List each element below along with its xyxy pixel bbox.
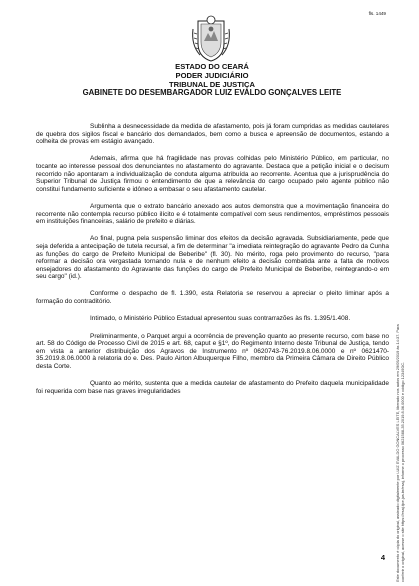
paragraph: Preliminarmente, o Parquet argui a ocorrência de prevenção quanto ao presente recurso, com base no art. 58 do Código de Processo Civil de 2015 e art. 68, caput e §1º, do Regimento Interno deste Tribunal de Justiça, tendo em vista a anterior distribuição dos Agravos de Instrumento nº 0620743-76.2019.8.06.0000 e nº 0621470-35.2019.8.06.0000 à relatoria do e. Des. Paulo Airton Albuquerque Filho, membro da Primeira Câmara de Direito Público desta Corte. xyxy=(36,332,389,370)
header-branch: PODER JUDICIÁRIO xyxy=(175,70,249,80)
paragraph: Ao final, pugna pela suspensão liminar dos efeitos da decisão agravada. Subsidiariamente, pede que seja deferida a antecipação de tutela recursal, a fim de determinar "a imediata reintegração do agravante Pedro da Cunha as funções do cargo de Prefeito Municipal de Beberibe" (fl. 30). No mérito, roga pelo provimento do recurso, "para reformar a decisão ora vergastada tornando nula e de nenhum efeito a decisão combatida ante a falta de motivos ensejadores do afastamento do Agravante das funções do cargo de Prefeito Municipal de Beberibe, reintegrando-o em seu cargo" (id.). xyxy=(36,235,389,281)
paragraph: Ademais, afirma que há fragilidade nas provas colhidas pelo Ministério Público, em particular, no tocante ao interesse pessoal dos denunciantes no afastamento do agravante. Destaca que a petição inicial e o decisum recorrido não apontaram a individualização de conduta alguma atribuída ao recorrente. Acentua que a jurisprudência do Superior Tribunal de Justiça firmou o entendimento de que a relevância do cargo ocupado pelo agente público não constitui fundamento suficiente e idôneo a embasar o seu afastamento cautelar. xyxy=(36,155,389,193)
paragraph: Sublinha a desnecessidade da medida de afastamento, pois já foram cumpridas as medidas cautelares de quebra dos sigilos fiscal e bancário dos demandados, bem como a busca e apreensão de documentos, estando a colheita de provas em estágio avançado. xyxy=(36,123,389,146)
header-court: TRIBUNAL DE JUSTIÇA xyxy=(169,79,255,89)
state-crest-logo xyxy=(190,15,232,63)
paragraph: Argumenta que o extrato bancário anexado aos autos demonstra que a movimentação financeira do recorrente não contempla recurso público ilícito e é totalmente compatível com seus rendimentos, empréstimos pessoais em instituições financeiras, salário de prefeito e diárias. xyxy=(36,202,389,226)
document-body xyxy=(36,123,389,405)
header-state: ESTADO DO CEARÁ xyxy=(175,62,249,71)
document-header xyxy=(36,63,388,98)
side-note-text: Este documento é cópia do original, assinado digitalmente por LUIZ EVALDO GONCALVES LEITE, liberado nos autos em 29/05/2019 às 14:37. Para conferir o original, acesse o site https://esaj.tjce.jus.br/esaj, informe o processo 0621588-35.2019.8.06.0000 e código 12349DC. xyxy=(395,324,405,582)
paragraph: Intimado, o Ministério Público Estadual apresentou suas contrarrazões às fls. 1.395/1.408. xyxy=(90,315,351,323)
folio-number: fls. 1449 xyxy=(368,11,386,16)
page-number: 4 xyxy=(380,553,385,562)
paragraph: Quanto ao mérito, sustenta que a medida cautelar de afastamento do Prefeito daquela municipalidade foi requerida com base nas graves irregularidades xyxy=(36,380,389,395)
header-office: GABINETE DO DESEMBARGADOR LUIZ EVALDO GONÇALVES LEITE xyxy=(82,88,342,98)
paragraph: Conforme o despacho de fl. 1.390, esta Relatoria se reservou a apreciar o pleito liminar após a formação do contraditório. xyxy=(36,290,389,306)
digital-signature-note xyxy=(396,312,418,582)
